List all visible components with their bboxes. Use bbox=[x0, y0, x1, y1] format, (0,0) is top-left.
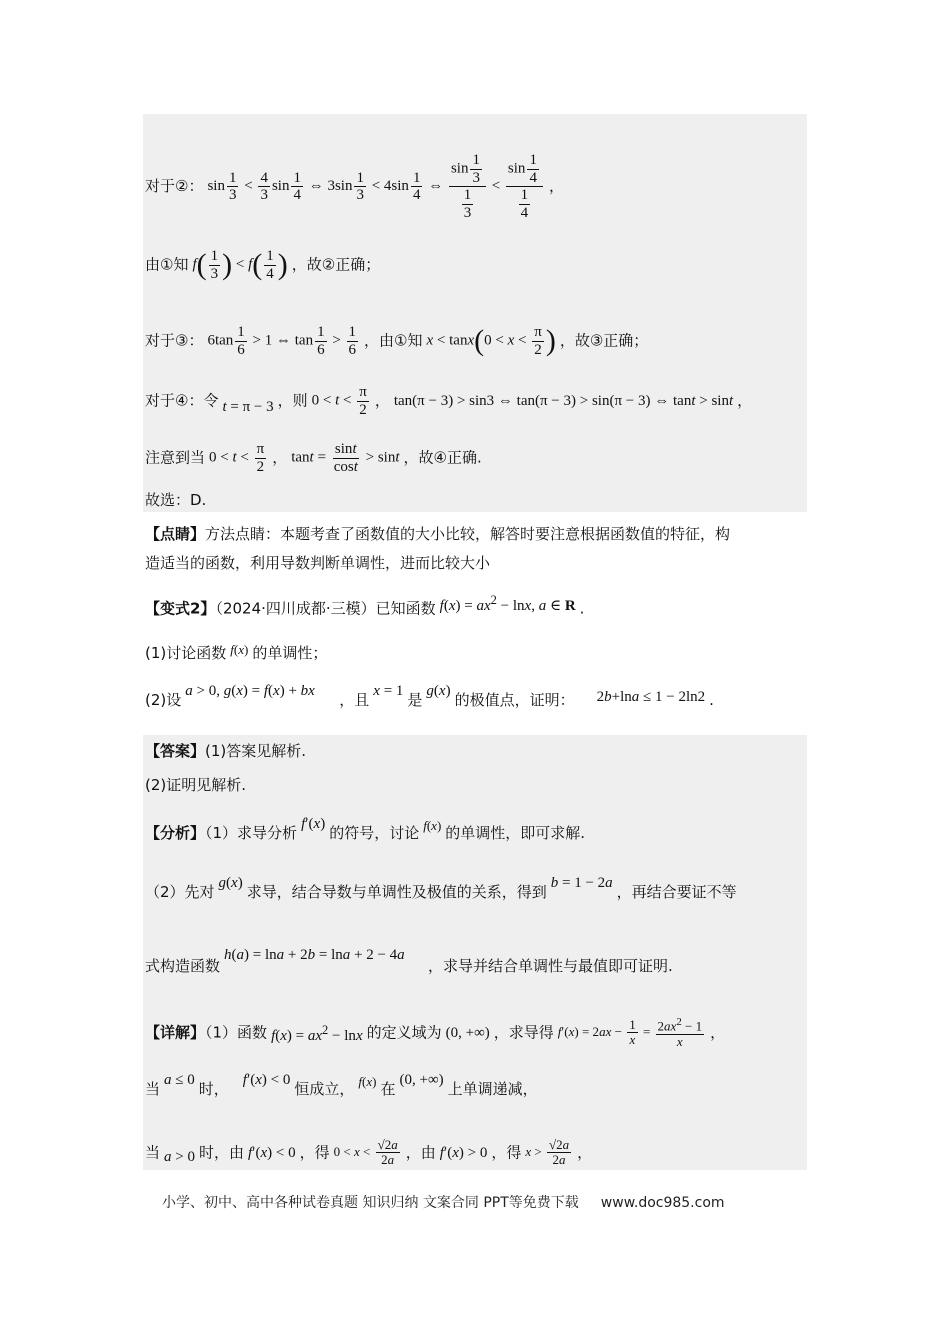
analysis-f: f(x) bbox=[423, 817, 442, 833]
line2-suffix: ，故②正确； bbox=[291, 255, 381, 274]
q1-formula: f(x) bbox=[230, 641, 249, 657]
q2-mid2: 是 bbox=[407, 691, 423, 709]
note-prefix: 注意到当 bbox=[145, 448, 206, 467]
detail-f-formula: $f(x) = ax^2 - \ln x$ bbox=[271, 1022, 363, 1044]
detail-d1-end: ， bbox=[710, 1023, 726, 1042]
comment-label: 【点睛】 bbox=[145, 525, 206, 543]
detail-line-3 bbox=[145, 1138, 805, 1168]
item-4-formula: tan(π − 3) > sin3 ⇔ tan(π − 3) > sin(π − 3) ⇔ tant > sint bbox=[393, 393, 734, 409]
note-line bbox=[145, 441, 805, 475]
detail-d2-mid2: 恒成立， bbox=[294, 1080, 355, 1098]
detail-line-1 bbox=[145, 1017, 805, 1049]
variant-end: . bbox=[579, 599, 585, 618]
analysis-g: g(x) bbox=[218, 874, 243, 891]
detail-label: 【详解】 bbox=[145, 1023, 206, 1042]
comment-line-2 bbox=[145, 553, 805, 573]
note-mid: ， bbox=[272, 448, 288, 467]
q2-formula-4: 2b+lna ≤ 1 − 2ln2 bbox=[596, 688, 706, 705]
detail-d1-mid2: ，求导得 bbox=[493, 1023, 554, 1042]
item-2-line bbox=[145, 152, 805, 221]
q2-formula-1: a > 0, g(x) = f(x) + bx bbox=[185, 682, 315, 699]
detail-d2-mid3: 在 bbox=[380, 1080, 396, 1098]
answer-label: 【答案】 bbox=[145, 742, 206, 760]
f-compare-formula: f( $\frac{1}{3}$ ) < f( $\frac{1}{4}$ ) bbox=[192, 248, 288, 282]
analysis-p2-suffix: ，再结合要证不等 bbox=[616, 883, 737, 901]
item-3-formula-2: x < tanx(0 < x < $\frac{\pi}{2}$ ) bbox=[426, 324, 556, 358]
detail-range-2: x > $\frac{√2a}{2a}$ bbox=[525, 1137, 570, 1168]
detail-d3-mid2: ，得 bbox=[299, 1143, 330, 1162]
detail-d3-mid3: ，由 bbox=[405, 1143, 436, 1162]
variant-title-line bbox=[145, 593, 805, 622]
q2-mid3: 的极值点，证明： bbox=[454, 691, 575, 709]
analysis-p1-prefix: （1）求导分析 bbox=[205, 824, 298, 842]
page-footer bbox=[162, 1192, 802, 1212]
detail-a-le-0: a ≤ 0 bbox=[164, 1071, 195, 1088]
detail-f-2: f(x) bbox=[358, 1073, 377, 1089]
answer-2: (2)证明见解析. bbox=[145, 776, 247, 794]
analysis-p3-suffix: ，求导并结合单调性与最值即可证明. bbox=[428, 957, 673, 975]
variant-source: （2024·四川成都·三模）已知函数 bbox=[215, 599, 436, 618]
analysis-p2-mid: 求导，结合导数与单调性及极值的关系，得到 bbox=[246, 883, 547, 901]
item-4-prefix: 对于④：令 bbox=[145, 391, 219, 410]
analysis-p2-prefix: （2）先对 bbox=[145, 883, 215, 901]
detail-d2-mid1: 时， bbox=[198, 1080, 229, 1098]
item-2-prefix: 对于②： bbox=[145, 177, 204, 195]
detail-range-1: 0 < x < $\frac{√2a}{2a}$ bbox=[333, 1137, 398, 1168]
choice-text: 故选：D. bbox=[145, 491, 207, 509]
item-3-suffix: ，故③正确； bbox=[559, 331, 649, 350]
detail-d3-mid4: ，得 bbox=[491, 1143, 522, 1162]
variant-function-formula: $f(x) = ax^2 - \ln x$, a ∈ R bbox=[439, 593, 576, 614]
detail-d1-mid1: 的定义域为 bbox=[366, 1023, 442, 1042]
item-3-mid: ，由①知 bbox=[364, 331, 423, 350]
item-4-suffix: ， bbox=[737, 391, 753, 410]
answer-1: (1)答案见解析. bbox=[205, 742, 307, 760]
analysis-p1-mid: 的符号，讨论 bbox=[329, 824, 420, 842]
analysis-p3-prefix: 式构造函数 bbox=[145, 957, 221, 975]
q1-prefix: (1)讨论函数 bbox=[145, 644, 227, 662]
detail-d3-prefix: 当 bbox=[145, 1143, 161, 1162]
analysis-fprime: f′(x) bbox=[301, 815, 326, 832]
detail-d2-suffix: 上单调递减， bbox=[447, 1080, 538, 1098]
detail-line-2 bbox=[145, 1071, 805, 1100]
question-2-line bbox=[145, 682, 805, 711]
detail-d1-prefix: （1）函数 bbox=[205, 1023, 268, 1042]
q2-mid1: ，且 bbox=[339, 691, 370, 709]
question-1-line bbox=[145, 643, 805, 664]
t-range-formula: 0 < t < $\frac{\pi}{2}$ bbox=[311, 384, 367, 418]
analysis-line-1 bbox=[145, 815, 805, 844]
item-3-prefix: 对于③： bbox=[145, 331, 204, 350]
detail-domain: (0, +∞) bbox=[445, 1024, 490, 1041]
comment-line-1 bbox=[145, 524, 805, 544]
detail-d2-prefix: 当 bbox=[145, 1080, 161, 1098]
analysis-line-2 bbox=[145, 874, 805, 903]
line2-prefix: 由①知 bbox=[145, 255, 189, 274]
item-3-line bbox=[145, 324, 805, 358]
comment-text-1: 方法点睛：本题考查了函数值的大小比较，解答时要注意根据函数值的特征，构 bbox=[205, 525, 731, 543]
q2-prefix: (2)设 bbox=[145, 691, 182, 709]
detail-d3-mid1: 时，由 bbox=[198, 1143, 244, 1162]
q2-formula-3: g(x) bbox=[426, 682, 451, 699]
t-def-formula: t = π − 3 bbox=[222, 399, 274, 415]
q2-formula-2: x = 1 bbox=[373, 682, 404, 699]
detail-fprime-lt: f′(x) < 0 bbox=[248, 1144, 296, 1161]
analysis-p1-suffix: 的单调性，即可求解. bbox=[445, 824, 586, 842]
analysis-b-formula: b = 1 − 2a bbox=[550, 874, 613, 891]
analysis-h-formula: h(a) = lna + 2b = lna + 2 − 4a bbox=[224, 946, 405, 963]
footer-text: 小学、初中、高中各种试卷真题 知识归纳 文案合同 PPT等免费下载 bbox=[162, 1195, 579, 1211]
detail-d3-end: ， bbox=[577, 1143, 593, 1162]
q1-suffix: 的单调性； bbox=[252, 644, 328, 662]
item-2-formula: sin $\frac{1}{3}$ < $\frac{4}{3}$ sin $\frac{1}{4}$ ⇔ 3sin $\frac{1}{3}$ < 4sin $\frac{1}{4}$ ⇔ sin $\frac{1}{3}$ $\frac{1}{3}$ < sin $\frac{1}{4}$ $\frac{1}{4}$ bbox=[207, 152, 544, 221]
answer-line-2 bbox=[145, 775, 805, 795]
item-4-line bbox=[145, 384, 805, 418]
detail-domain-2: (0, +∞) bbox=[399, 1071, 444, 1088]
item-3-formula: 6tan $\frac{1}{6}$ > 1 ⇔ tan $\frac{1}{6}$ > $\frac{1}{6}$ bbox=[207, 324, 357, 358]
q2-end: . bbox=[709, 691, 714, 709]
note-range-formula: 0 < t < $\frac{\pi}{2}$ bbox=[209, 441, 265, 475]
footer-site-link[interactable]: www.doc985.com bbox=[600, 1195, 725, 1211]
variant-label: 【变式2】 bbox=[145, 599, 216, 618]
item-2-suffix: ， bbox=[548, 177, 564, 195]
analysis-label: 【分析】 bbox=[145, 824, 206, 842]
comment-text-2: 造适当的函数，利用导数判断单调性，进而比较大小 bbox=[145, 554, 491, 572]
analysis-line-3 bbox=[145, 946, 805, 977]
note-formula: tant = $\frac{\sin t}{\cos t}$ > sint bbox=[291, 441, 400, 475]
detail-fprime-neg: f′(x) < 0 bbox=[242, 1071, 291, 1088]
note-suffix: ，故④正确. bbox=[403, 448, 482, 467]
detail-fprime-gt: f′(x) > 0 bbox=[439, 1144, 488, 1161]
item-2-conclusion-line bbox=[145, 248, 805, 282]
choice-line bbox=[145, 490, 805, 510]
item-4-mid1: ，则 bbox=[277, 391, 308, 410]
detail-a-gt-0: a > 0 bbox=[164, 1148, 195, 1165]
item-4-mid2: ， bbox=[374, 391, 390, 410]
detail-fprime-formula: f′(x) = 2ax − $\frac{1}{x}$ = $\frac{2ax^2 - 1}{x}$ bbox=[557, 1016, 703, 1049]
answer-line-1 bbox=[145, 741, 805, 761]
